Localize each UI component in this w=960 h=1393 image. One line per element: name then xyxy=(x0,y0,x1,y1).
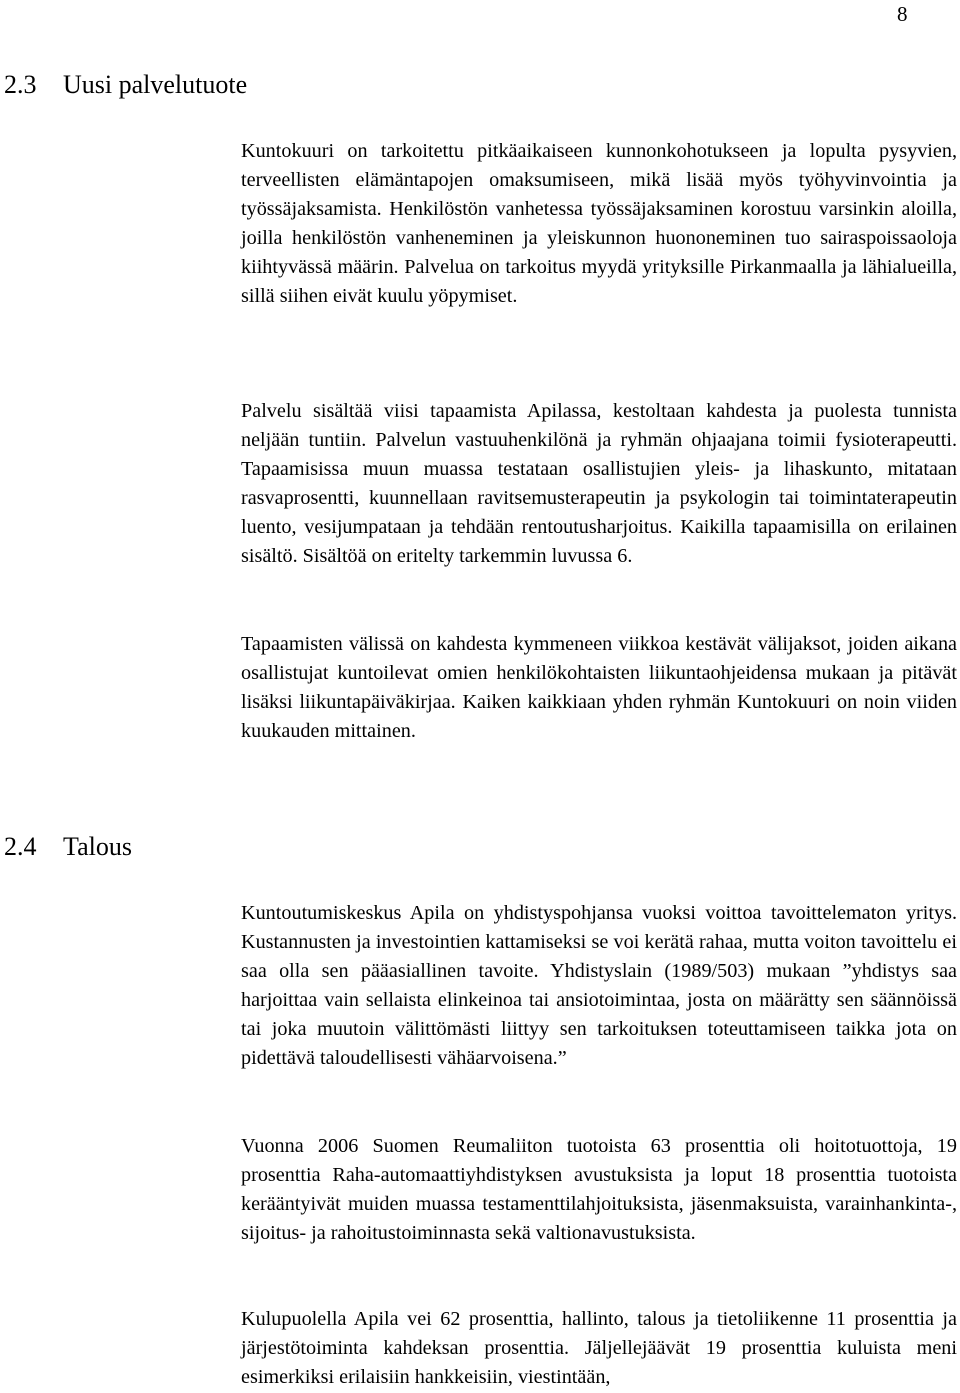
paragraph: Kuntokuuri on tarkoitettu pitkäaikaiseen kunnonkohotukseen ja lopulta pysyvien, terveellisten elämäntapojen omaksumiseen, mikä lisää myös työhyvinvointia ja työssäjaksamista. Henkilöstön vanhetessa työssäjaksaminen korostuu varsinkin aloilla, joilla henkilöstön vanheneminen ja yleiskunnon huononeminen tuo sairaspoissaoloja kiihtyvässä määrin. Palvelua on tarkoitus myydä yrityksille Pirkanmaalla ja lähialueilla, sillä siihen eivät kuulu yöpymiset. xyxy=(241,140,957,307)
page-number: 8 xyxy=(897,2,908,26)
section-number: 2.3 xyxy=(4,70,37,99)
paragraph: Vuonna 2006 Suomen Reumaliiton tuotoista 63 prosenttia oli hoitotuottoja, 19 prosenttia Raha-automaattiyhdistyksen avustuksista ja loput 18 prosenttia tuotoista kerääntyivät muiden muassa testamenttilahjoituksista, jäsenmaksuista, varainhankinta-, sijoitus- ja rahoitustoiminnasta sekä valtionavustuksista. xyxy=(241,1135,957,1244)
section-title: Talous xyxy=(63,832,132,861)
section-heading-2-3 xyxy=(4,70,247,100)
section-title: Uusi palvelutuote xyxy=(63,70,248,99)
paragraph: Kulupuolella Apila vei 62 prosenttia, hallinto, talous ja tietoliikenne 11 prosenttia ja järjestötoiminta kahdeksan prosenttia. Jäljellejäävät 19 prosenttia kuluista meni esimerkiksi erilaisiin hankkeisiin, viestintään, xyxy=(241,1308,957,1388)
paragraph: Palvelu sisältää viisi tapaamista Apilassa, kestoltaan kahdesta ja puolesta tunnista neljään tuntiin. Palvelun vastuuhenkilönä ja ryhmän ohjaajana toimii fysioterapeutti. Tapaamisissa muun muassa testataan osallistujien yleis- ja lihaskunto, mitataan rasvaprosentti, kuunnellaan ravitsemusterapeutin ja psykologin tai toimintaterapeutin luento, vesijumpataan ja tehdään rentoutusharjoitus. Kaikilla tapaamisilla on erilainen sisältö. Sisältöä on eritelty tarkemmin luvussa 6. xyxy=(241,400,957,567)
section-number: 2.4 xyxy=(4,832,37,861)
paragraph: Kuntoutumiskeskus Apila on yhdistyspohjansa vuoksi voittoa tavoittelematon yritys. Kustannusten ja investointien kattamiseksi se voi kerätä rahaa, mutta voiton tavoittelu ei saa olla sen pääasiallinen tavoite. Yhdistyslain (1989/503) mukaan ”yhdistys saa harjoittaa vain sellaista elinkeinoa tai ansiotoimintaa, josta on määrätty sen säännöissä tai joka muutoin välittömästi liittyy sen tarkoituksen toteuttamiseen taikka jota on pidettävä taloudellisesti vähäarvoisena.” xyxy=(241,902,957,1069)
section-heading-2-4 xyxy=(4,832,132,862)
paragraph: Tapaamisten välissä on kahdesta kymmeneen viikkoa kestävät välijaksot, joiden aikana osallistujat kuntoilevat omien henkilökohtaisten liikuntaohjeidensa mukaan ja pitävät lisäksi liikuntapäiväkirjaa. Kaiken kaikkiaan yhden ryhmän Kuntokuuri on noin viiden kuukauden mittainen. xyxy=(241,633,957,742)
